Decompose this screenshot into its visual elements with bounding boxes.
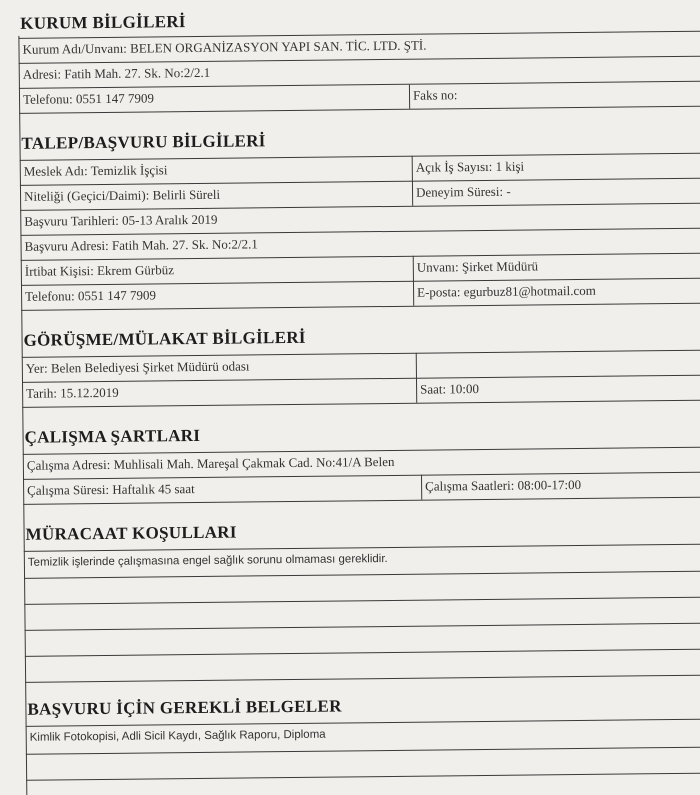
section-heading-belgeler: BAŞVURU İÇİN GEREKLİ BELGELER xyxy=(27,696,342,719)
calisma-hours: Çalışma Saatleri: 08:00-17:00 xyxy=(425,476,582,494)
calisma-duration: Çalışma Süresi: Haftalık 45 saat xyxy=(27,481,195,498)
talep-address: Başvuru Adresi: Fatih Mah. 27. Sk. No:2/2.1 xyxy=(24,236,258,254)
talep-contact: İrtibat Kişisi: Ekrem Gürbüz xyxy=(24,262,175,279)
belgeler-docs: Kimlik Fotokopisi, Adli Sicil Kaydı, Sağlık Raporu, Diploma xyxy=(29,728,326,744)
blank-line xyxy=(25,674,700,682)
blank-line xyxy=(25,648,700,656)
gorusme-time: Saat: 10:00 xyxy=(420,381,480,397)
gorusme-place: Yer: Belen Belediyesi Şirket Müdürü odası xyxy=(25,358,250,376)
form-sheet xyxy=(4,0,700,795)
talep-open-jobs: Açık İş Sayısı: 1 kişi xyxy=(415,158,525,175)
talep-email: E-posta: egurbuz81@hotmail.com xyxy=(417,282,596,300)
kurum-phone: Telefonu: 0551 147 7909 xyxy=(22,90,155,107)
section-heading-gorusme: GÖRÜŞME/MÜLAKAT BİLGİLERİ xyxy=(23,327,306,350)
section-heading-calisma: ÇALIŞMA ŞARTLARI xyxy=(24,425,201,447)
blank-line xyxy=(24,596,700,604)
talep-phone: Telefonu: 0551 147 7909 xyxy=(25,287,157,304)
calisma-address: Çalışma Adresi: Muhlisali Mah. Mareşal Çakmak Cad. No:41/A Belen xyxy=(26,453,395,473)
blank-line xyxy=(25,622,700,630)
kurum-fax: Faks no: xyxy=(412,87,458,103)
belgeler-row-1 xyxy=(26,718,700,750)
talep-experience: Deneyim Süresi: - xyxy=(415,183,511,200)
gorusme-date: Tarih: 15.12.2019 xyxy=(26,384,119,401)
talep-title: Unvanı: Şirket Müdürü xyxy=(416,258,539,275)
kurum-name: Kurum Adı/Unvanı: BELEN ORGANİZASYON YAPI SAN. TİC. LTD. ŞTİ. xyxy=(22,37,427,57)
talep-dates: Başvuru Tarihleri: 05-13 Aralık 2019 xyxy=(24,211,218,229)
talep-nature: Niteliği (Geçici/Daimi): Belirli Süreli xyxy=(23,186,221,204)
kurum-address: Adresi: Fatih Mah. 27. Sk. No:2/2.1 xyxy=(22,64,211,82)
section-heading-muracaat: MÜRACAAT KOŞULLARI xyxy=(25,522,237,544)
muracaat-condition: Temizlik işlerinde çalışmasına engel sağlık sorunu olmaması gereklidir. xyxy=(27,553,388,569)
talep-profession: Meslek Adı: Temizlik İşçisi xyxy=(23,162,168,179)
section-heading-kurum: KURUM BİLGİLERİ xyxy=(20,12,186,33)
blank-line xyxy=(26,772,700,780)
section-heading-talep: TALEP/BAŞVURU BİLGİLERİ xyxy=(21,131,266,153)
